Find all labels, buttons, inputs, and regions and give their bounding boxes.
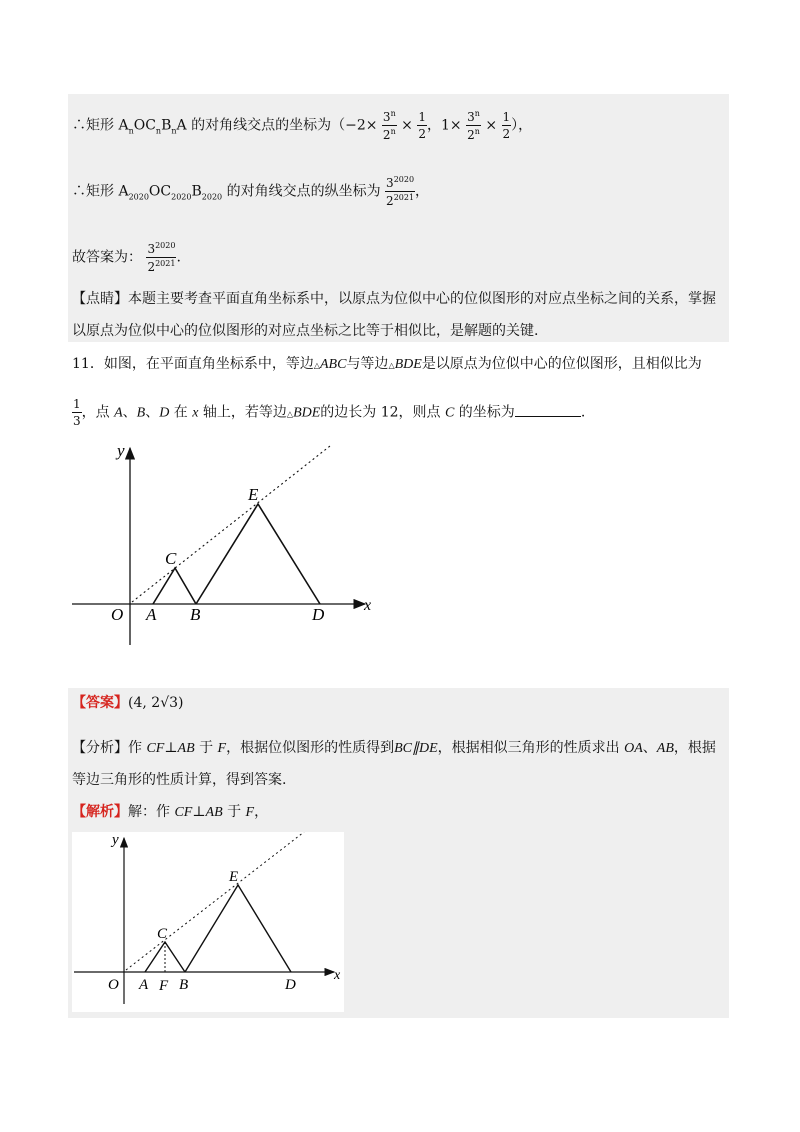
analysis-label: 【分析】 bbox=[72, 740, 128, 756]
comment-line-1: 【点睛】本题主要考查平面直角坐标系中，以原点为位似中心的位似图形的对应点坐标之间的关系，掌握 bbox=[72, 291, 716, 307]
label-a-2: A bbox=[139, 977, 149, 993]
analysis-line-2: 等边三角形的性质计算，得到答案. bbox=[72, 772, 287, 788]
fraction-3-2020-2-2021: $\frac{3^{2020}}{2^{2021}}$ bbox=[386, 175, 415, 208]
question-line-2: $\frac{1}{3}$ ，点 A、B、D 在 x 轴上，若等边△BDE的边长为 12，则点 C 的坐标为 . bbox=[73, 397, 586, 428]
label-b-2: B bbox=[179, 977, 189, 993]
label-b: B bbox=[190, 605, 201, 624]
label-x: x bbox=[364, 597, 372, 614]
solution-label: 【解析】 bbox=[72, 804, 128, 820]
label-f-2: F bbox=[159, 978, 169, 994]
comment-label: 【点睛】 bbox=[72, 291, 128, 307]
triangle-bde bbox=[196, 504, 320, 604]
answer-fraction: $\frac{3^{2020}}{2^{2021}}$ bbox=[147, 241, 176, 274]
figure-1 bbox=[60, 440, 380, 650]
dotted-ray bbox=[132, 446, 330, 602]
comment-line-2: 以原点为位似中心的位似图形的对应点坐标之比等于相似比，是解题的关键. bbox=[72, 323, 539, 339]
label-c-2: C bbox=[157, 926, 168, 942]
label-c: C bbox=[165, 549, 177, 568]
triangle-bde-2 bbox=[185, 885, 291, 972]
label-y-2: y bbox=[112, 832, 119, 848]
label-e: E bbox=[248, 485, 259, 504]
label-a: A bbox=[146, 605, 157, 624]
coord-formula-line: ∴矩形 $A_nOC_nB_nA$ 的对角线交点的坐标为（−2× $\frac{3^n}{2^n}$ × $\frac{1}{2}$ ，1× $\frac{3^n}{2^n}$ × $\frac{1}{2}$ ）， bbox=[72, 109, 533, 142]
fraction-1-2: $\frac{1}{2}$ bbox=[418, 110, 426, 141]
triangle-abc bbox=[153, 568, 196, 604]
ratio-fraction: $\frac{1}{3}$ bbox=[73, 397, 81, 428]
answer-label: 【答案】 bbox=[72, 695, 128, 711]
label-y: y bbox=[117, 441, 125, 460]
fraction-3n-2n-b: $\frac{3^n}{2^n}$ bbox=[467, 109, 480, 142]
analysis-line-1: 【分析】作 CF⊥AB 于 F，根据位似图形的性质得到BC∥DE，根据相似三角形的性质求出 OA、AB，根据 bbox=[72, 740, 716, 756]
label-o-2: O bbox=[108, 977, 119, 993]
fraction-1-2-b: $\frac{1}{2}$ bbox=[502, 110, 511, 141]
figure-2 bbox=[72, 832, 344, 1012]
solution-line: 【解析】解：作 CF⊥AB 于 F， bbox=[72, 804, 269, 820]
ordinate-line: ∴矩形 $A_{2020}OC_{2020}B_{2020}$ 的对角线交点的纵坐标为 $\frac{3^{2020}}{2^{2021}}$ ， bbox=[72, 175, 430, 208]
label-x-2: x bbox=[334, 968, 341, 983]
answer-line: 故答案为： $\frac{3^{2020}}{2^{2021}}$ . bbox=[72, 241, 181, 274]
label-d: D bbox=[312, 605, 325, 624]
answer-blank bbox=[515, 404, 581, 417]
answer-block: 【答案】(4, 2√3) bbox=[72, 695, 184, 711]
question-line-1: 11．如图，在平面直角坐标系中，等边△ABC与等边△BDE是以原点为位似中心的位似图形，且相似比为 bbox=[72, 356, 702, 372]
label-e-2: E bbox=[229, 869, 239, 885]
label-d-2: D bbox=[285, 977, 296, 993]
fraction-3n-2n: $\frac{3^n}{2^n}$ bbox=[382, 109, 396, 142]
label-o: O bbox=[111, 605, 124, 624]
